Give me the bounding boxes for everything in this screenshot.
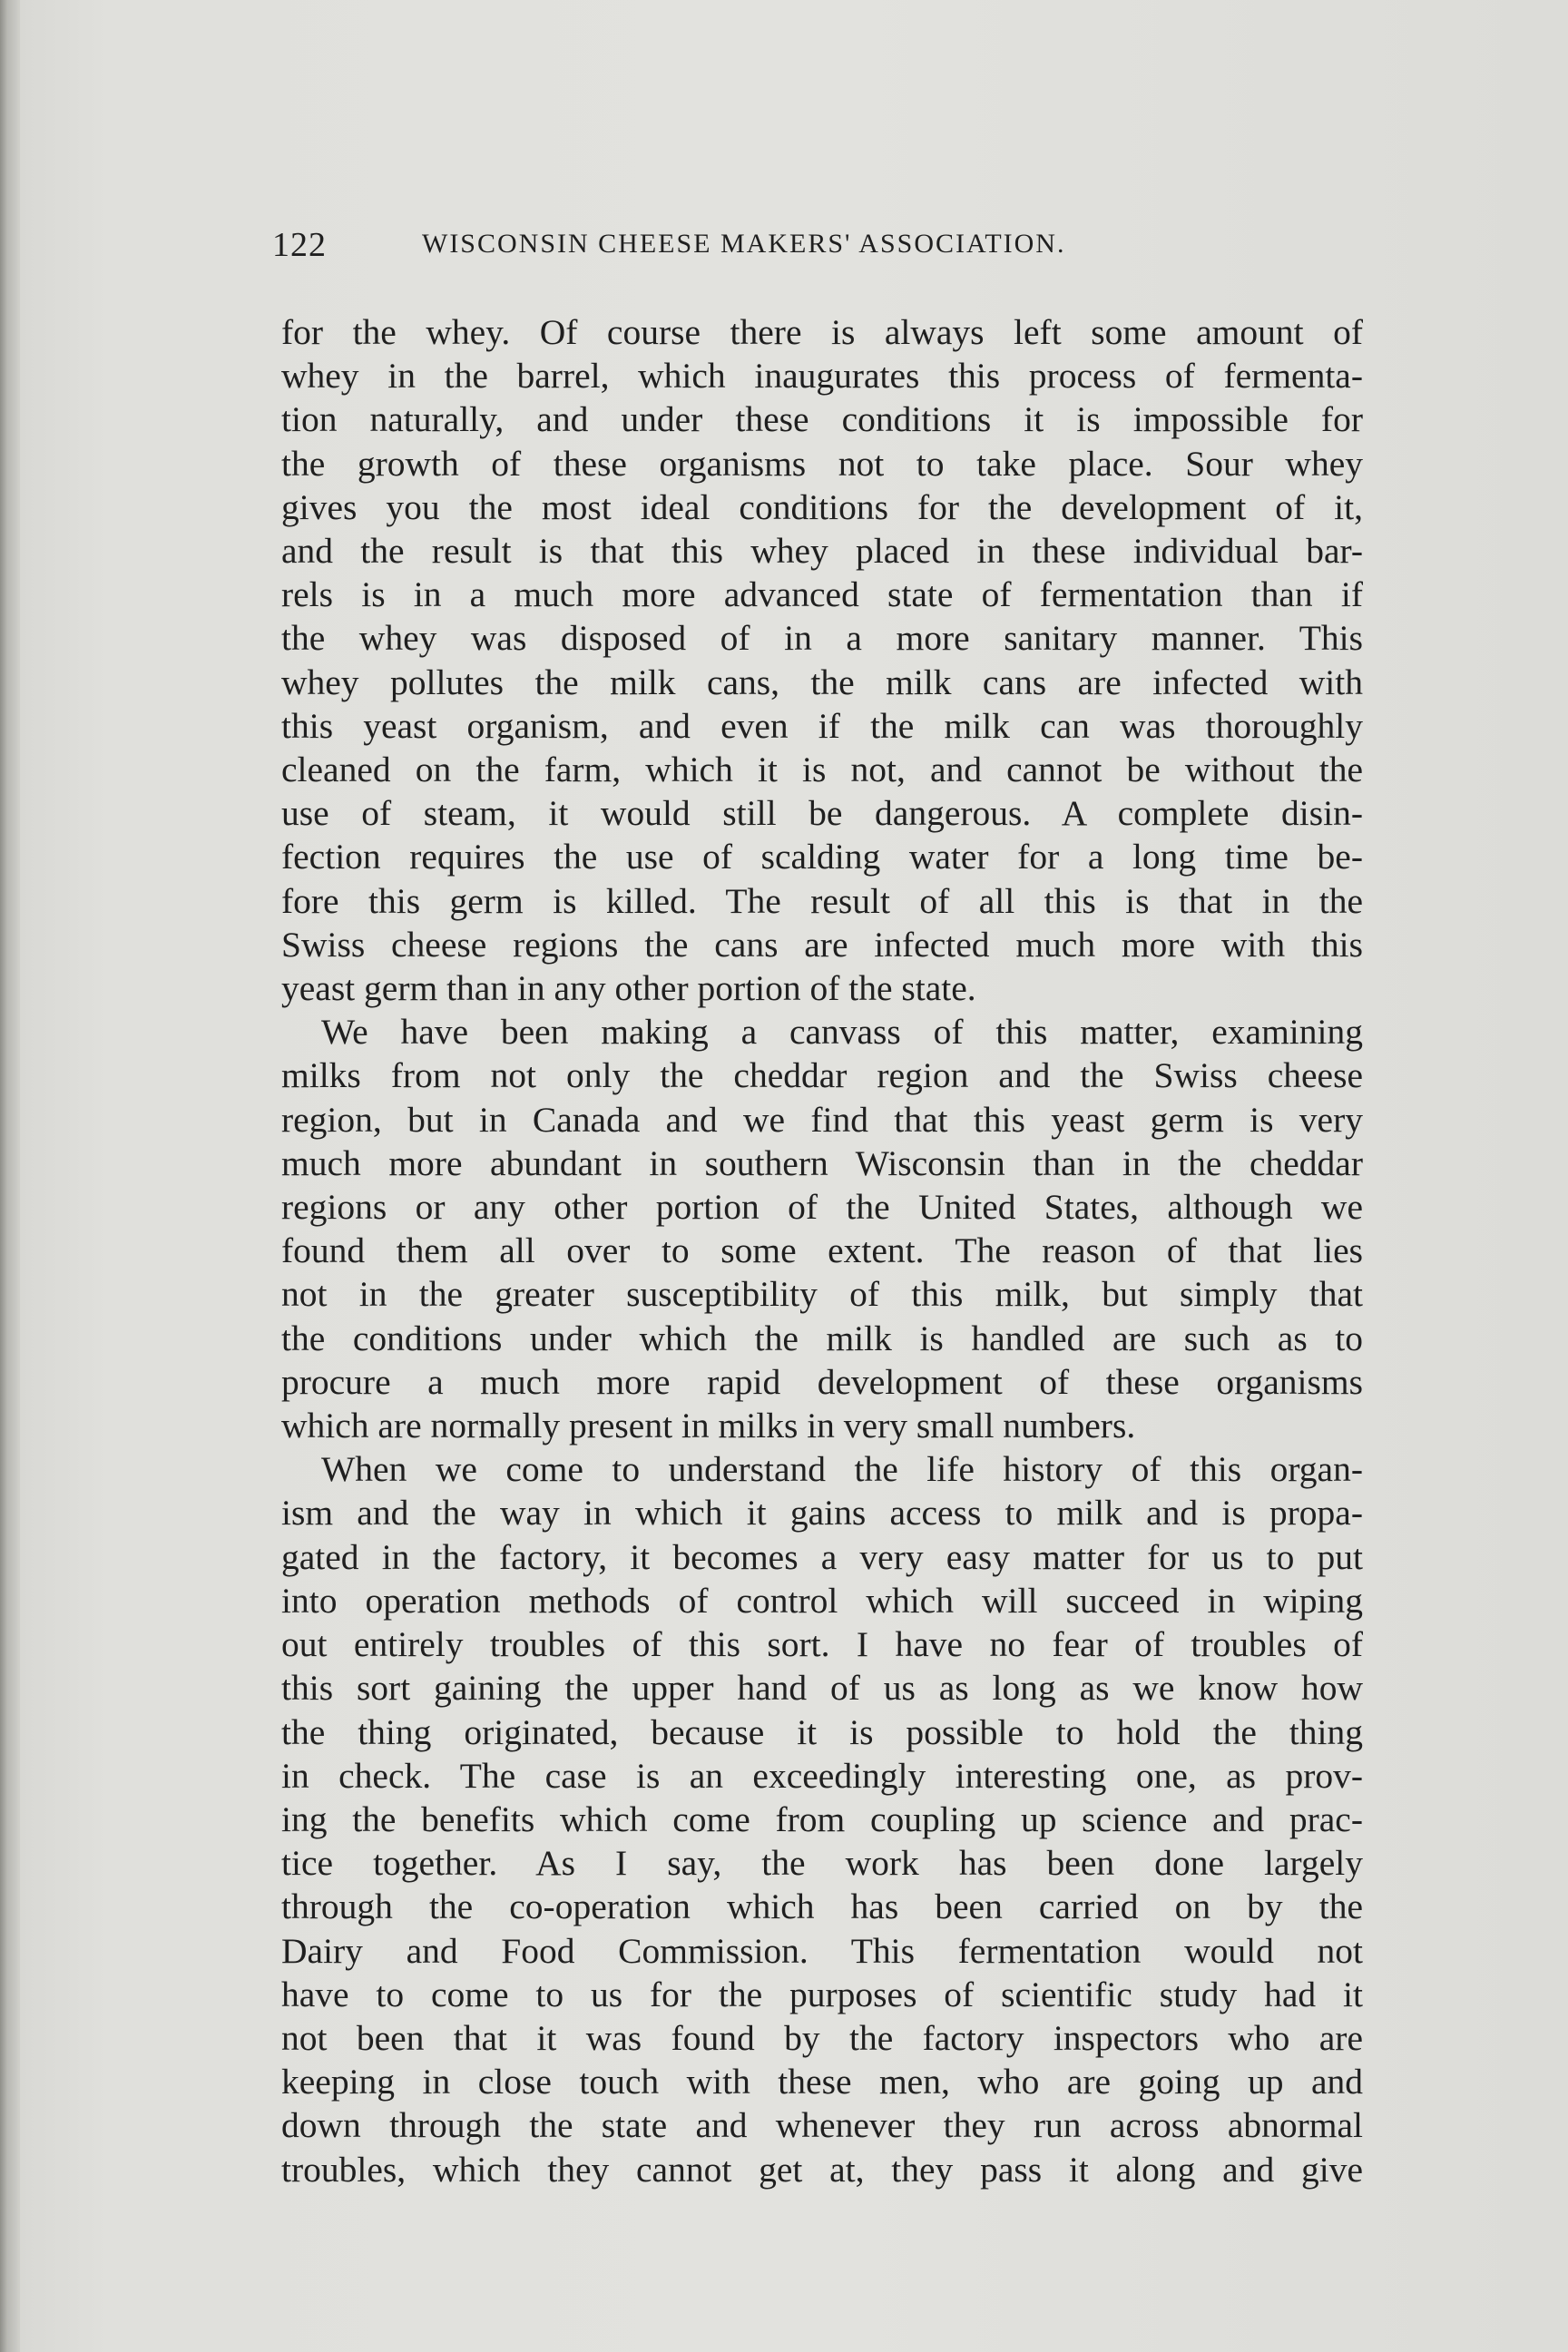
text-line: whey pollutes the milk cans, the milk cans are infected with	[281, 662, 1363, 702]
text-line: troubles, which they cannot get at, they pass it along and give	[281, 2149, 1363, 2190]
text-line: have to come to us for the purposes of scientific study had it	[281, 1974, 1363, 2014]
text-line: yeast germ than in any other portion of the state.	[281, 968, 976, 1009]
text-line: regions or any other portion of the United States, although we	[281, 1187, 1363, 1228]
text-line: fore this germ is killed. The result of all this is that in the	[281, 880, 1363, 921]
text-line: region, but in Canada and we find that this yeast germ is very	[281, 1099, 1363, 1140]
text-line: the conditions under which the milk is handled are such as to	[281, 1318, 1363, 1358]
text-line: use of steam, it would still be dangerous. A complete disin-	[281, 793, 1363, 834]
text-line: the growth of these organisms not to take place. Sour whey	[281, 443, 1363, 484]
text-line: the whey was disposed of in a more sanitary manner. This	[281, 618, 1363, 659]
text-line: not been that it was found by the factory inspectors who are	[281, 2017, 1363, 2058]
text-line: into operation methods of control which will succeed in wiping	[281, 1580, 1363, 1621]
text-line: tion naturally, and under these conditions it is impossible for	[281, 399, 1363, 440]
text-line: for the whey. Of course there is always left some amount of	[281, 312, 1363, 352]
text-line: We have been making a canvass of this matter, examining	[321, 1012, 1363, 1053]
page-header	[272, 225, 1279, 270]
text-line: this yeast organism, and even if the milk can was thoroughly	[281, 705, 1363, 746]
text-line: much more abundant in southern Wisconsin than in the cheddar	[281, 1142, 1363, 1183]
text-line: When we come to understand the life history of this organ-	[321, 1449, 1363, 1490]
text-line: in check. The case is an exceedingly interesting one, as prov-	[281, 1755, 1363, 1796]
text-line: keeping in close touch with these men, who are going up and	[281, 2062, 1363, 2102]
text-line: gated in the factory, it becomes a very easy matter for us to put	[281, 1536, 1363, 1577]
text-line: cleaned on the farm, which it is not, and cannot be without the	[281, 750, 1363, 790]
running-title: WISCONSIN CHEESE MAKERS' ASSOCIATION.	[422, 229, 1066, 259]
text-line: down through the state and whenever they run across abnormal	[281, 2105, 1363, 2146]
text-line: and the result is that this whey placed in these individual bar-	[281, 531, 1363, 572]
text-line: the thing originated, because it is possible to hold the thing	[281, 1711, 1363, 1752]
text-line: whey in the barrel, which inaugurates this process of fermenta-	[281, 356, 1363, 397]
text-line: rels is in a much more advanced state of fermentation than if	[281, 574, 1363, 615]
paragraph-1	[281, 310, 1363, 1010]
paragraph-3	[281, 1447, 1363, 2190]
text-line: through the co-operation which has been carried on by the	[281, 1886, 1363, 1927]
body-text	[281, 310, 1363, 2191]
text-line: gives you the most ideal conditions for the development of it,	[281, 486, 1363, 527]
text-line: Swiss cheese regions the cans are infected much more with this	[281, 924, 1363, 965]
text-line: milks from not only the cheddar region and the Swiss cheese	[281, 1055, 1363, 1096]
text-line: not in the greater susceptibility of this milk, but simply that	[281, 1274, 1363, 1315]
page-number: 122	[272, 226, 327, 264]
text-line: this sort gaining the upper hand of us as long as we know how	[281, 1668, 1363, 1709]
text-line: out entirely troubles of this sort. I have no fear of troubles of	[281, 1624, 1363, 1665]
text-line: tice together. As I say, the work has been done largely	[281, 1843, 1363, 1884]
text-line: found them all over to some extent. The reason of that lies	[281, 1230, 1363, 1271]
text-line: which are normally present in milks in very small numbers.	[281, 1406, 1136, 1446]
text-line: ism and the way in which it gains access to milk and is propa-	[281, 1493, 1363, 1534]
text-line: fection requires the use of scalding water for a long time be-	[281, 837, 1363, 877]
paragraph-2	[281, 1010, 1363, 1447]
text-line: Dairy and Food Commission. This fermentation would not	[281, 1930, 1363, 1971]
text-line: procure a much more rapid development of these organisms	[281, 1361, 1363, 1402]
text-line: ing the benefits which come from coupling up science and prac-	[281, 1798, 1363, 1839]
